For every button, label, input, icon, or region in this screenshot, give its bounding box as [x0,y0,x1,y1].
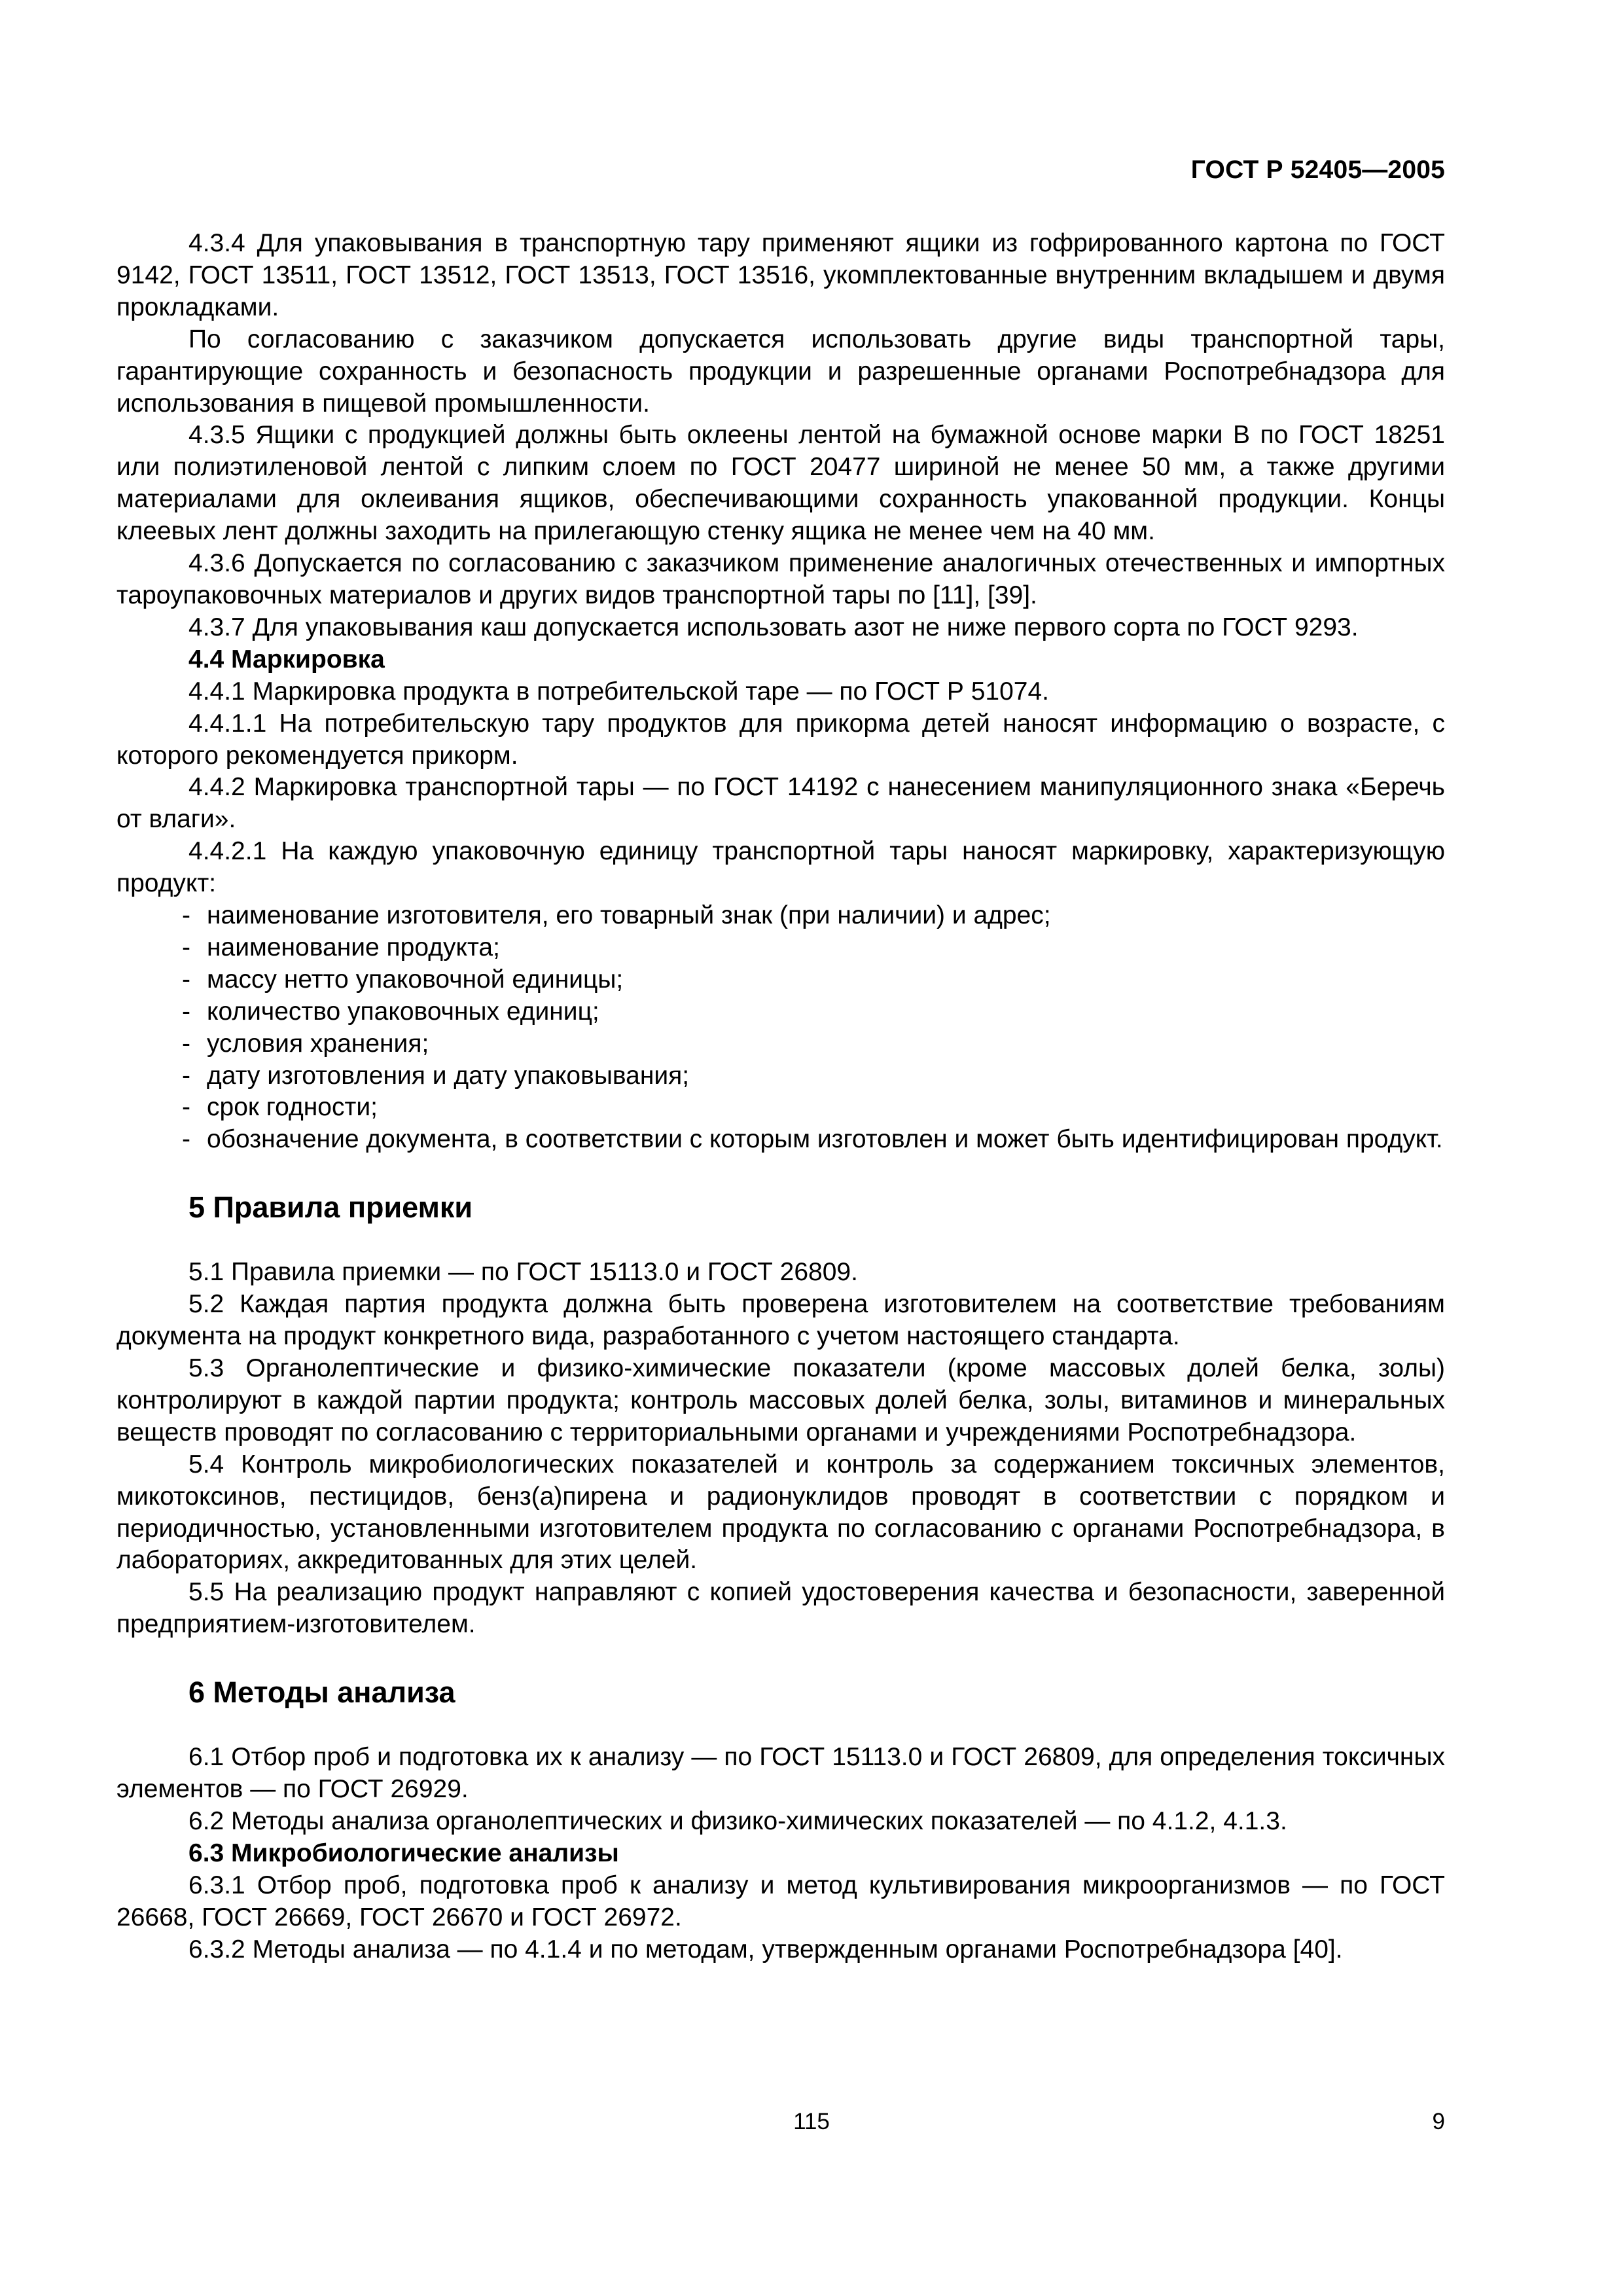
list-item: - массу нетто упаковочной единицы; [182,965,624,994]
paragraph-6-2: 6.2 Методы анализа органолептических и физико-химических показателей — по 4.1.2, 4.1.3. [188,1806,1287,1835]
paragraph-4-3-6: 4.3.6 Допускается по согласованию с заказчиком применение аналогичных отечественных и импортных тароупаковочных материалов и других видов транспортной тары по [11], [39]. [116,549,1445,609]
subheading-6-3: 6.3 Микробиологические анализы [188,1839,619,1867]
list-item: - дату изготовления и дату упаковывания; [182,1061,690,1090]
page-number: 9 [1432,2109,1445,2134]
section-heading-5: 5 Правила приемки [188,1191,473,1225]
paragraph-4-4-1-1: 4.4.1.1 На потребительскую тару продуктов для прикорма детей наносят информацию о возрасте, с которого рекомендуется прикорм. [116,709,1445,770]
paragraph-4-3-4: 4.3.4 Для упаковывания в транспортную тару применяют ящики из гофрированного картона по ГОСТ 9142, ГОСТ 13511, ГОСТ 13512, ГОСТ 13513, ГОСТ 13516, укомплектованные внутренним вкладышем и двумя прокладками. [116,229,1445,321]
paragraph-5-5: 5.5 На реализацию продукт направляют с копией удостоверения качества и безопасности, заверенной предприятием-изготовителем. [116,1578,1445,1639]
paragraph-6-1: 6.1 Отбор проб и подготовка их к анализу — по ГОСТ 15113.0 и ГОСТ 26809, для определения токсичных элементов — по ГОСТ 26929. [116,1743,1445,1804]
list-item: - наименование изготовителя, его товарный знак (при наличии) и адрес; [182,901,1051,930]
subheading-4-4: 4.4 Маркировка [188,645,385,673]
list-item: - обозначение документа, в соответствии с которым изготовлен и может быть идентифицирован продукт. [182,1125,1443,1154]
document-body [116,228,1445,1966]
paragraph-6-3-1: 6.3.1 Отбор проб, подготовка проб к анализу и метод культивирования микроорганизмов — по ГОСТ 26668, ГОСТ 26669, ГОСТ 26670 и ГОСТ 26972. [116,1871,1445,1931]
paragraph-5-2: 5.2 Каждая партия продукта должна быть проверена изготовителем на соответствие требованиям документа на продукт конкретного вида, разработанного с учетом настоящего стандарта. [116,1290,1445,1351]
paragraph-4-4-1: 4.4.1 Маркировка продукта в потребительской таре — по ГОСТ Р 51074. [188,677,1049,706]
section-heading-6: 6 Методы анализа [188,1676,455,1710]
list-item: - наименование продукта; [182,933,500,961]
paragraph-5-4: 5.4 Контроль микробиологических показателей и контроль за содержанием токсичных элементов, микотоксинов, пестицидов, бенз(а)пирена и радионуклидов проводят в соответствии с порядком и периодичностью, установленными изготовителем продукта по согласованию с органами Роспотребнадзора, в лабораториях, аккредитованных для этих целей. [116,1450,1445,1575]
paragraph-5-1: 5.1 Правила приемки — по ГОСТ 15113.0 и ГОСТ 26809. [188,1258,858,1287]
paragraph-4-3-7: 4.3.7 Для упаковывания каш допускается использовать азот не ниже первого сорта по ГОСТ 9293. [188,613,1359,641]
paragraph-4-3-4-continuation: По согласованию с заказчиком допускается использовать другие виды транспортной тары, гарантирующие сохранность и безопасность продукции и разрешенные органами Роспотребнадзора для использования в пищевой промышленности. [116,325,1445,418]
list-item: - количество упаковочных единиц; [182,997,599,1026]
document-code-header: ГОСТ Р 52405—2005 [1190,156,1445,184]
paragraph-6-3-2: 6.3.2 Методы анализа — по 4.1.4 и по методам, утвержденным органами Роспотребнадзора [40]. [188,1935,1343,1964]
paragraph-4-4-2-1: 4.4.2.1 На каждую упаковочную единицу транспортной тары наносят маркировку, характеризующую продукт: [116,837,1445,898]
paragraph-4-3-5: 4.3.5 Ящики с продукцией должны быть оклеены лентой на бумажной основе марки В по ГОСТ 18251 или полиэтиленовой лентой с липким слоем по ГОСТ 20477 шириной не менее 50 мм, а также другими материалами для оклеивания ящиков, обеспечивающими сохранность упакованной продукции. Концы клеевых лент должны заходить на прилегающую стенку ящика не менее чем на 40 мм. [116,421,1445,546]
list-item: - условия хранения; [182,1029,429,1058]
paragraph-5-3: 5.3 Органолептические и физико-химические показатели (кроме массовых долей белка, золы) контролируют в каждой партии продукта; контроль массовых долей белка, золы, витаминов и минеральных веществ проводят по согласованию с территориальными органами и учреждениями Роспотребнадзора. [116,1354,1445,1446]
paragraph-4-4-2: 4.4.2 Маркировка транспортной тары — по ГОСТ 14192 с нанесением манипуляционного знака «Беречь от влаги». [116,773,1445,834]
list-item: - срок годности; [182,1093,378,1122]
marking-list [116,900,1445,1156]
folio-number: 115 [793,2109,830,2134]
